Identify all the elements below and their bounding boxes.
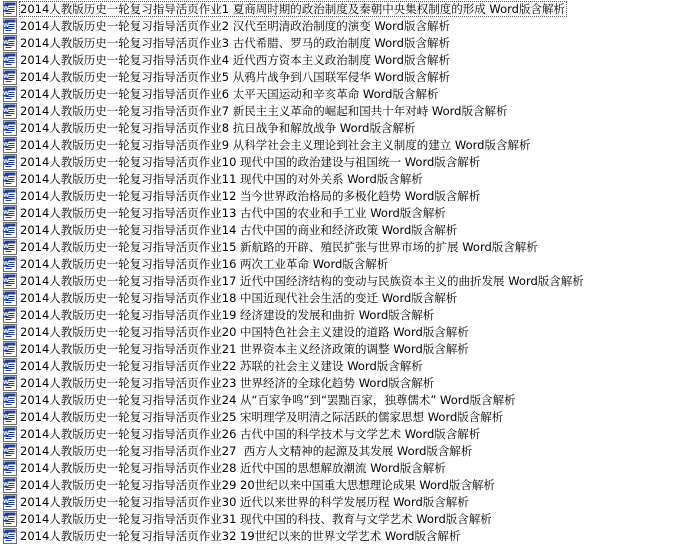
file-item[interactable] [0,510,682,527]
word-document-icon [3,460,17,476]
file-name-prefix: 2014人教版历史一轮复习指导活页作业5 [20,69,230,84]
word-document-icon [3,222,17,238]
file-name[interactable] [19,375,436,391]
file-name-prefix: 2014人教版历史一轮复习指导活页作业17 [20,273,237,288]
file-name-prefix: 2014人教版历史一轮复习指导活页作业31 [20,511,237,526]
file-item[interactable] [0,17,682,34]
file-name-prefix: 2014人教版历史一轮复习指导活页作业20 [20,324,237,339]
file-name-topic: 苏联的社会主义建设 Word版含解析 [236,358,423,373]
file-name-prefix: 2014人教版历史一轮复习指导活页作业22 [20,358,237,373]
svg-text:W: W [3,311,10,318]
svg-text:W: W [3,175,10,182]
file-name[interactable] [19,426,482,442]
file-item[interactable] [0,153,682,170]
file-name-prefix: 2014人教版历史一轮复习指导活页作业29 [20,477,237,492]
file-name-topic: 从“百家争鸣”到“罢黜百家，独尊儒术” Word版含解析 [236,392,516,407]
svg-text:W: W [3,107,10,114]
file-name[interactable] [19,307,436,323]
svg-text:W: W [3,39,10,46]
file-name-prefix: 2014人教版历史一轮复习指导活页作业23 [20,375,237,390]
file-item[interactable] [0,527,682,544]
file-name[interactable] [19,511,494,527]
file-name-prefix: 2014人教版历史一轮复习指导活页作业30 [20,494,237,509]
file-name[interactable] [19,341,471,357]
file-name-topic: 西方人文精神的起源及其发展 Word版含解析 [236,443,473,458]
word-document-icon [3,137,17,153]
word-document-icon [3,239,17,255]
word-document-icon [3,69,17,85]
file-item[interactable] [0,255,682,272]
file-name-prefix: 2014人教版历史一轮复习指导活页作业27 [20,443,237,458]
file-name-topic: 现代中国的对外关系 Word版含解析 [236,171,423,186]
word-document-icon [3,273,17,289]
file-name[interactable] [19,358,425,374]
file-name-topic: 近代中国经济结构的变动与民族资本主义的曲折发展 Word版含解析 [236,273,584,288]
word-document-icon [3,120,17,136]
file-name[interactable] [19,239,540,255]
file-name[interactable] [19,256,390,272]
file-item[interactable] [0,391,682,408]
file-name[interactable] [19,35,452,51]
file-name-prefix: 2014人教版历史一轮复习指导活页作业21 [20,341,237,356]
file-name-topic: 夏商周时期的政治制度及秦朝中央集权制度的形成 Word版含解析 [229,1,565,16]
file-name-topic: 近代西方资本主义政治制度 Word版含解析 [229,52,450,67]
svg-text:W: W [3,209,10,216]
word-document-icon [3,35,17,51]
file-name-topic: 古代中国的商业和经济政策 Word版含解析 [236,222,458,237]
file-item[interactable] [0,289,682,306]
file-name-topic: 古代中国的科学技术与文学艺术 Word版含解析 [236,426,481,441]
file-item[interactable] [0,357,682,374]
svg-text:W: W [3,328,10,335]
file-name-topic: 两次工业革命 Word版含解析 [236,256,389,271]
word-document-icon [3,511,17,527]
file-name[interactable] [19,477,497,493]
word-document-icon [3,494,17,510]
word-document-icon [3,358,17,374]
word-document-icon [3,324,17,340]
file-name-prefix: 2014人教版历史一轮复习指导活页作业24 [20,392,237,407]
file-name[interactable] [19,154,482,170]
word-document-icon [3,171,17,187]
file-name-prefix: 2014人教版历史一轮复习指导活页作业13 [20,205,237,220]
file-name-prefix: 2014人教版历史一轮复习指导活页作业14 [20,222,237,237]
file-item[interactable] [0,51,682,68]
file-item[interactable] [0,340,682,357]
file-name-prefix: 2014人教版历史一轮复习指导活页作业32 [20,528,237,543]
file-name-topic: 中国特色社会主义建设的道路 Word版含解析 [236,324,469,339]
file-item[interactable] [0,272,682,289]
file-name[interactable] [19,52,452,68]
svg-text:W: W [3,413,10,420]
svg-text:W: W [3,141,10,148]
svg-text:W: W [3,73,10,80]
file-item[interactable] [0,459,682,476]
word-document-icon [3,528,17,544]
file-item[interactable] [0,238,682,255]
file-item[interactable] [0,442,682,459]
svg-text:W: W [3,56,10,63]
svg-text:W: W [3,5,10,12]
file-name-topic: 19世纪以来的世界文学艺术 Word版含解析 [236,528,461,543]
file-name[interactable] [19,528,462,544]
file-name[interactable] [19,205,448,221]
word-document-icon [3,103,17,119]
word-document-icon [3,443,17,459]
file-name-prefix: 2014人教版历史一轮复习指导活页作业16 [20,256,237,271]
word-document-icon [3,86,17,102]
word-document-icon [3,426,17,442]
file-name-topic: 中国近现代社会生活的变迁 Word版含解析 [236,290,458,305]
file-name-prefix: 2014人教版历史一轮复习指导活页作业19 [20,307,237,322]
file-item[interactable] [0,493,682,510]
file-name-prefix: 2014人教版历史一轮复习指导活页作业10 [20,154,237,169]
file-name[interactable] [19,120,417,136]
file-name-topic: 20世纪以来中国重大思想理论成果 Word版含解析 [236,477,495,492]
file-name-prefix: 2014人教版历史一轮复习指导活页作业26 [20,426,237,441]
svg-text:W: W [3,90,10,97]
word-document-icon [3,409,17,425]
word-document-icon [3,375,17,391]
file-name-prefix: 2014人教版历史一轮复习指导活页作业18 [20,290,237,305]
file-name-prefix: 2014人教版历史一轮复习指导活页作业12 [20,188,237,203]
word-document-icon [3,290,17,306]
file-item[interactable] [0,119,682,136]
file-name-prefix: 2014人教版历史一轮复习指导活页作业9 [20,137,230,152]
file-name-topic: 新民主主义革命的崛起和国共十年对峙 Word版含解析 [229,103,508,118]
svg-text:W: W [3,243,10,250]
svg-text:W: W [3,532,10,539]
file-name-topic: 太平天国运动和辛亥革命 Word版含解析 [229,86,439,101]
file-name[interactable] [19,1,567,17]
file-name-prefix: 2014人教版历史一轮复习指导活页作业4 [20,52,230,67]
file-name[interactable] [19,69,452,85]
word-document-icon [3,52,17,68]
word-document-icon [3,307,17,323]
file-name-topic: 古代中国的农业和手工业 Word版含解析 [236,205,446,220]
file-name-prefix: 2014人教版历史一轮复习指导活页作业25 [20,409,237,424]
file-name-topic: 从鸦片战争到八国联军侵华 Word版含解析 [229,69,450,84]
word-document-icon [3,256,17,272]
word-document-icon [3,154,17,170]
file-item[interactable] [0,136,682,153]
file-name-topic: 从科学社会主义理论到社会主义制度的建立 Word版含解析 [229,137,531,152]
file-name[interactable] [19,494,471,510]
file-name-topic: 现代中国的科技、教育与文学艺术 Word版含解析 [236,511,492,526]
file-name[interactable] [19,460,448,476]
file-name[interactable] [19,86,440,102]
svg-text:W: W [3,379,10,386]
file-name-topic: 当今世界政治格局的多极化趋势 Word版含解析 [236,188,481,203]
file-item[interactable] [0,187,682,204]
file-item[interactable] [0,68,682,85]
svg-text:W: W [3,464,10,471]
svg-text:W: W [3,124,10,131]
svg-text:W: W [3,481,10,488]
file-name-topic: 宋明理学及明清之际活跃的儒家思想 Word版含解析 [236,409,504,424]
file-name-prefix: 2014人教版历史一轮复习指导活页作业7 [20,103,230,118]
svg-text:W: W [3,192,10,199]
file-item[interactable] [0,374,682,391]
file-name-prefix: 2014人教版历史一轮复习指导活页作业3 [20,35,230,50]
file-name-prefix: 2014人教版历史一轮复习指导活页作业2 [20,18,230,33]
file-item[interactable] [0,306,682,323]
file-name-prefix: 2014人教版历史一轮复习指导活页作业8 [20,120,230,135]
file-name[interactable] [19,324,471,340]
word-document-icon [3,1,17,17]
svg-text:W: W [3,22,10,29]
word-document-icon [3,188,17,204]
file-item[interactable] [0,170,682,187]
file-name-topic: 汉代至明清政治制度的演变 Word版含解析 [229,18,450,33]
file-name-topic: 现代中国的政治建设与祖国统一 Word版含解析 [236,154,481,169]
file-name-topic: 世界资本主义经济政策的调整 Word版含解析 [236,341,469,356]
file-item[interactable] [0,0,682,17]
word-document-icon [3,477,17,493]
file-name[interactable] [19,290,459,306]
file-name-prefix: 2014人教版历史一轮复习指导活页作业15 [20,239,237,254]
file-item[interactable] [0,34,682,51]
svg-text:W: W [3,447,10,454]
word-document-icon [3,205,17,221]
svg-text:W: W [3,260,10,267]
svg-text:W: W [3,498,10,505]
file-item[interactable] [0,323,682,340]
file-name-prefix: 2014人教版历史一轮复习指导活页作业6 [20,86,230,101]
file-name[interactable] [19,409,505,425]
file-name[interactable] [19,273,586,289]
file-name-topic: 经济建设的发展和曲折 Word版含解析 [236,307,435,322]
word-document-icon [3,18,17,34]
file-item[interactable] [0,204,682,221]
file-item[interactable] [0,85,682,102]
file-name-topic: 近代中国的思想解放潮流 Word版含解析 [236,460,446,475]
svg-text:W: W [3,226,10,233]
file-item[interactable] [0,408,682,425]
file-name-topic: 近代以来世界的科学发展历程 Word版含解析 [236,494,469,509]
svg-text:W: W [3,515,10,522]
file-name[interactable] [19,222,459,238]
file-name-prefix: 2014人教版历史一轮复习指导活页作业11 [20,171,237,186]
svg-text:W: W [3,294,10,301]
file-name-prefix: 2014人教版历史一轮复习指导活页作业1 [20,1,230,16]
svg-text:W: W [3,430,10,437]
file-name[interactable] [19,188,482,204]
svg-text:W: W [3,362,10,369]
file-name-topic: 古代希腊、罗马的政治制度 Word版含解析 [229,35,450,50]
file-name[interactable] [19,171,425,187]
file-name-topic: 世界经济的全球化趋势 Word版含解析 [236,375,435,390]
word-document-icon [3,341,17,357]
file-item[interactable] [0,476,682,493]
file-name-topic: 抗日战争和解放战争 Word版含解析 [229,120,416,135]
file-name[interactable] [19,18,452,34]
svg-text:W: W [3,396,10,403]
svg-text:W: W [3,158,10,165]
file-name[interactable] [19,443,474,459]
word-document-icon [3,392,17,408]
file-name-topic: 新航路的开辟、殖民扩张与世界市场的扩展 Word版含解析 [236,239,538,254]
file-name[interactable] [19,392,518,408]
file-name[interactable] [19,137,532,153]
svg-text:W: W [3,345,10,352]
file-item[interactable] [0,425,682,442]
file-name[interactable] [19,103,509,119]
file-item[interactable] [0,221,682,238]
file-name-prefix: 2014人教版历史一轮复习指导活页作业28 [20,460,237,475]
file-item[interactable] [0,102,682,119]
svg-text:W: W [3,277,10,284]
